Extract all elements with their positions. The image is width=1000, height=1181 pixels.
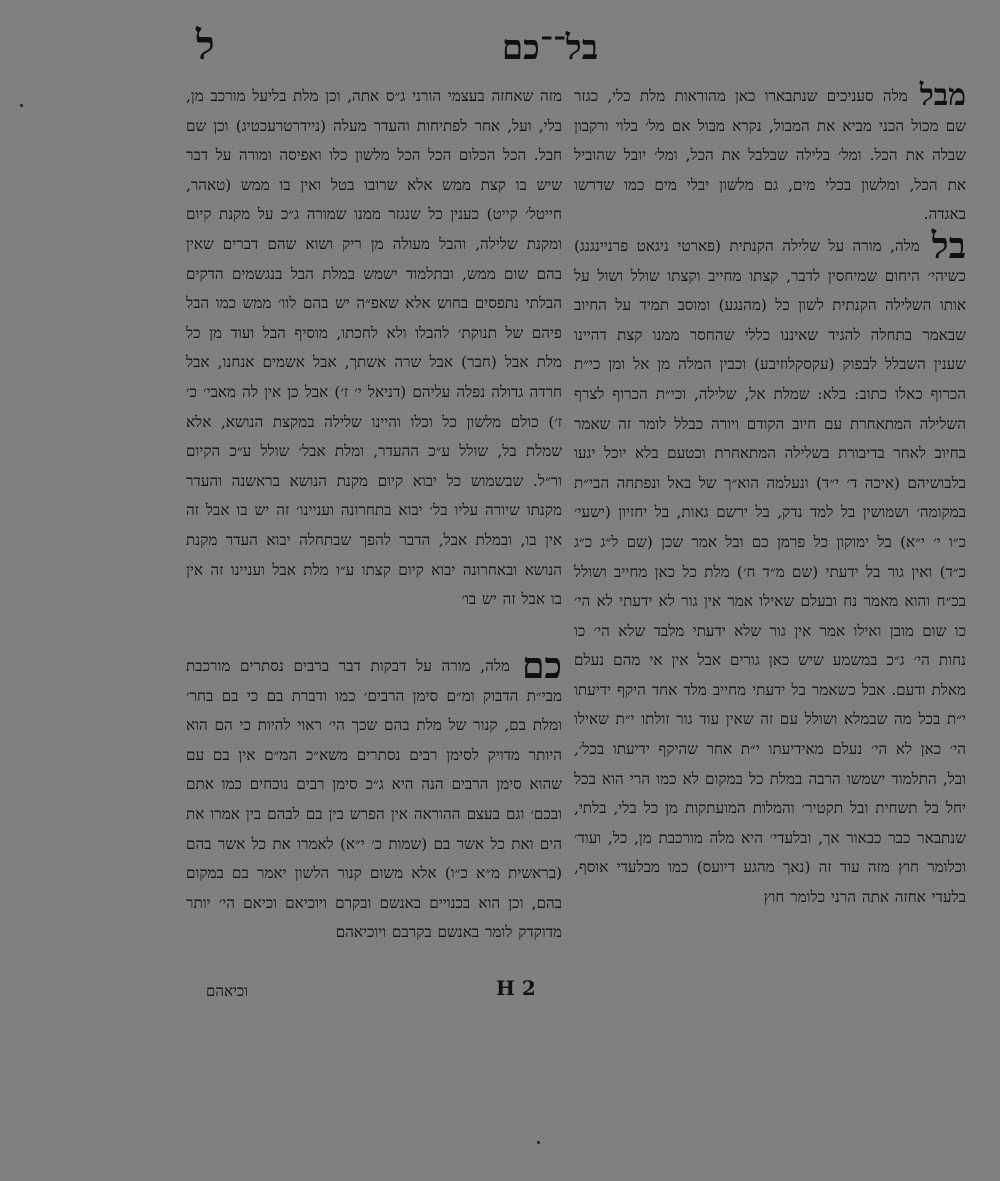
scan-speck (20, 104, 23, 107)
right-column (574, 78, 966, 913)
entry-body: מלה סעניכים שנתבארו כאן מהוראות מלת כלי, כגזר שם מכול הכני מביא את המבול, נקרא מבול אם מל׳ בלוי ורקבון שבלה את הכל. ומל׳ בלילה שבלבל את הכל, ומל׳ יובל שהוביל את הכל, ומלשון בכלי מים, גם מלשון יבלי מים כמו שדרשו באגדה. (574, 87, 966, 224)
scan-speck (537, 1141, 540, 1144)
page-header-entry-range: בל־־כם (501, 28, 599, 68)
entry-body: מלה, מורה על דבקות דבר ברבים נסתרים מורכבת מבי״ת הדבוק ומ״ם סימן הרבים׳ כמו ודברת בם כי בם בחר׳ ומלת בם, קנור של מלת בהם שכך הי׳ ראוי להיות כי הם הוא היותר מדויק לסימן רבים נסתרים משא״כ המ״ם אין בם עם שהוא סימן הרבים הנה היא ג״כ סימן רבים נוכחים כמו אתם ובכם׳ וגם בעצם ההוראה אין הפרש בין בם לבהם בין אמרו את הים ואת כל אשר בם (שמות כ׳ י״א) לאמרו את כל אשר בהם (בראשית מ״א כ״ו) אלא משום קנור הלשון יאמר בם במקום בהם, וכן הוא בכנויים באנשם ובקרם ויוכיאם וכיאם הי׳ יותר מדוקדק לומר באנשם בקרבם ויוכיאהם (186, 657, 562, 942)
catchword: וכיאהם (206, 982, 249, 1000)
entry-headword: מבל (919, 78, 966, 113)
entry-body: מלה, מורה על שלילה הקנתית (פארטי ניגאט פרניינגנג) כשיהי׳ היחום שמיחסין לדבר, קצתו מחייב וקצתו שולל ושול על אותו השלילה הקנתית לשון כל (מהנגע) ומוסב תמיד על החיוב שבאמר בתחלה להגיד שאיננו כללי שהחסר ממנו קצת דהיינו שענין השבלל לבפוק (עקסקלוזיבע) וכבין המלה מן אל ומן כי״ת הכרוף כאלו כתוב: בלא: שמלת אל, שלילה, וכי״ת הכרוף לצרף השלילה המתאחרת עם חיוב הקודם ויורה כבלל לומר זה שאמר בחיוב לאחר בדיבורת בשלילה המתאחרת וכטעם בלא יוכל יגעו בלבושיהם (איכה ד׳ י״ד) ונעלמה הוא״ך של באל ונפתחה הבי״ת במקומה׳ ושמושין בל למד נדק, בל ירשם גאות, בל יחזיון (ישעי׳ כ״ו י׳ י״א) בל ימוקון כל פרמן כם ובל אמר שכן (שם ל״ג כ״ג כ״ד) ואין גור בל ידעתי (שם מ״ד ח׳) מלת כל כאן מחייב ושולל בכ״ח והוא מאמר נח ובעלם שאילו אמר אין גור לא ידעתי לא הי׳ כו שום מובן ואילו אמר אין גור שלא ידעתי מלבד שלא הי׳ כו נחות הי׳ ג״כ במשמע שיש כאן גורים אבל אין אי מהם נעלם מאלת ודעם. אבל כשאמר בל ידעתי מחייב מלד אחד היקף ידיעתו י״ת בכל מה שבמלא ושולל עם זה שאין עוד גור זולתו י״ת שאילו הי׳ כאן לא הי׳ נעלם מאידיעתו י״ת אחר שהיקף ידיעתו בכל׳, ובל, התלמוד ישמשו הרבה במלת כל במקום לא כמו הרי הוא בכל יחל בל תשחית ובל תקטיר׳ והמלות המועתקות מן כל בלי, בלתי, שנתבאר כבר כבאור אך, ובלעדי׳ היא מלה מורכבת מן, כל, ועוד׳ וכלומר חוץ מזה עוד זה (נאך מהגע דיועס) כמו מבלעדי אוסף, בלעדי אחזה אתה הרני כלומר חוץ (574, 236, 966, 907)
left-column-continuation (186, 82, 562, 615)
entry-headword: כם (521, 645, 562, 687)
entry-headword: בל (931, 224, 966, 267)
entry-bam (186, 645, 562, 948)
entry-mabul (574, 78, 966, 230)
printer-signature: H 2 (496, 976, 536, 1000)
entry-bal (574, 224, 966, 913)
page-header-letter: ל (196, 22, 215, 69)
entry-body: מזה שאחזה בעצמי הורני ג״ס אתה, וכן מלת בליעל מורכב מן, בלי, ועל, אחר לפתיחות והעדר מעלה (ניידרטרעכטיג) וכן שם חבל. הכל הכלום הכל הכל מלשון כלו ואפיסה ומורה על דבר שיש בו קצת ממש אלא שרובו בטל ואין בו ממש (טאהר, חייטל׳ קייט) כענין כל שנגזר ממנו שמורה ג״כ על מקנת קיום ומקנת שלילה, והבל מעולה מן ריק ושוא שהם דברים שאין בהם שום ממש, ובתלמוד ישמש במלת הבל בנגשמים הדקים הבלתי נתפסים בחוש אלא שאפ״ה יש בהם לוו׳ ממש כמו הבל פיהם של תנוקת׳ להבלו ולא לחכתו, מוסיף הבל ועוד מן כל מלת אבל (חבר) אבל שרה אשתך, אבל אשמים אנחנו, אבל חרדה גדולה נפלה עליהם (דניאל י׳ ז׳) אבל כן אין לה מאבי׳ כ׳ ז׳) כולם מלשון כל וכלו והיינו שלילה במקצת הנושא, אלא שמלת בל, שולל ע״כ ההעדר, ומלת אבל׳ שולל ע״כ הקיום ור״ל. שבשמוש כל יבוא קיום מקנת הנושא בראשנה והעדר מקנתו שיורה עליו בל׳ יבוא בתחרונה ועניינו׳ זה יש בו אבל זה אין בו, ובמלת אבל, הדבר להפך שבתחלה יבוא העדר מקנת הנושא ובאחרונה יבוא קיום קצתו ע״ו מלת אבל ועניינו זה אין בו אבל זה יש בו׳ (186, 87, 562, 609)
